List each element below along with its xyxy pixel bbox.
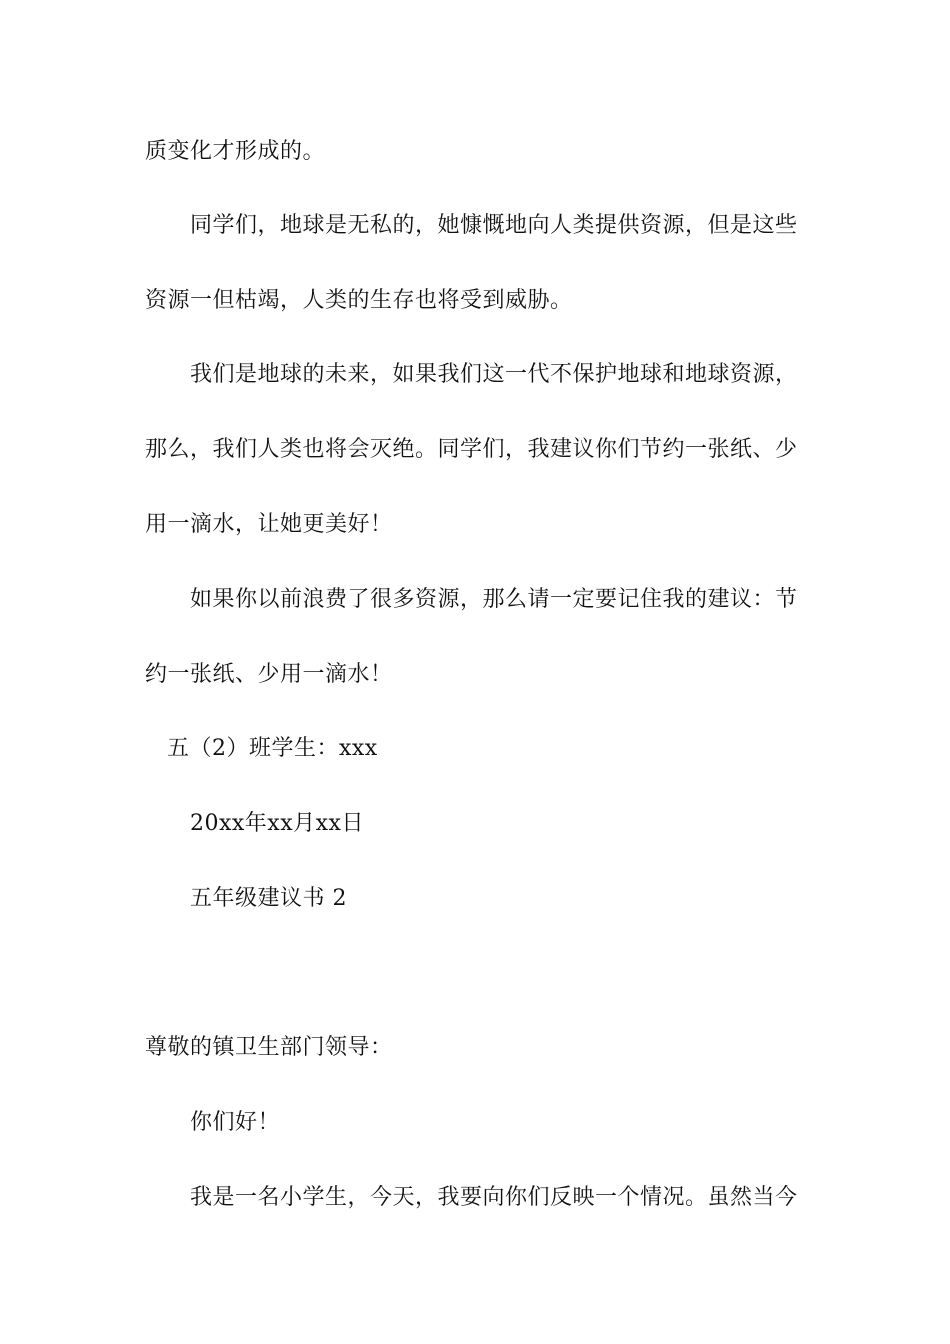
paragraph-line-3: 资源一但枯竭，人类的生存也将受到威胁。 (145, 288, 573, 313)
paragraph-line-5: 那么，我们人类也将会灭绝。同学们，我建议你们节约一张纸、少 (145, 437, 798, 462)
signature-class-student: 五（2）班学生：xxx (167, 736, 378, 761)
paragraph-line-8: 约一张纸、少用一滴水！ (145, 662, 393, 687)
paragraph-line-last: 我是一名小学生，今天，我要向你们反映一个情况。虽然当今 (190, 1185, 798, 1210)
paragraph-line-2: 同学们，地球是无私的，她慷慨地向人类提供资源，但是这些 (190, 213, 798, 238)
section-heading: 五年级建议书 2 (190, 886, 347, 911)
paragraph-line-6: 用一滴水，让她更美好！ (145, 512, 393, 537)
paragraph-line-1: 质变化才形成的。 (145, 139, 326, 164)
paragraph-line-4: 我们是地球的未来，如果我们这一代不保护地球和地球资源， (190, 362, 798, 387)
salutation: 尊敬的镇卫生部门领导： (145, 1035, 393, 1060)
greeting: 你们好！ (190, 1110, 281, 1135)
paragraph-line-7: 如果你以前浪费了很多资源，那么请一定要记住我的建议：节 (190, 587, 798, 612)
signature-date: 20xx年xx月xx日 (190, 811, 364, 836)
